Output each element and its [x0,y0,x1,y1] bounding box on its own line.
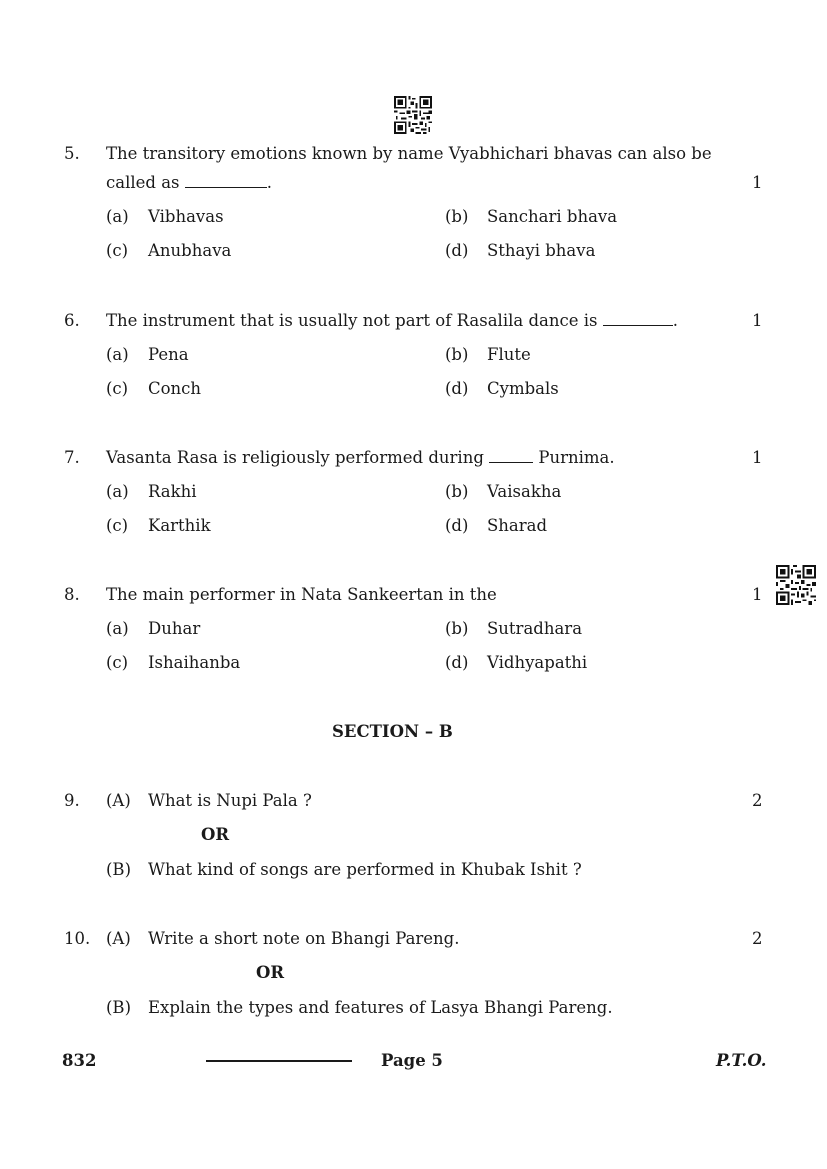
option-text: Vibhavas [148,207,224,226]
option-tag: (a) [106,482,129,501]
question-6-text-pre: The instrument that is usually not part of Rasalila dance is [106,311,598,330]
question-10a-text: Write a short note on Bhangi Pareng. [148,929,460,948]
option-tag: (c) [106,379,129,398]
question-9b-tag: (B) [106,860,131,879]
qr-code-top-icon [394,96,432,134]
question-10a-tag: (A) [106,929,131,948]
question-7-text-post: Purnima. [538,448,615,467]
question-9-number: 9. [64,791,80,810]
option-text: Conch [148,379,202,398]
option-tag: (c) [106,516,129,535]
question-6-marks: 1 [752,311,763,330]
option-text: Sharad [487,516,548,535]
question-9a-tag: (A) [106,791,131,810]
question-8-text: The main performer in Nata Sankeertan in the [106,585,497,604]
question-8-marks: 1 [752,585,763,604]
question-5-text-line2 [106,173,272,192]
option-text: Sutradhara [487,619,583,638]
question-5-text-line1: The transitory emotions known by name Vyabhichari bhavas can also be [106,144,712,163]
question-6-text-post: . [672,311,678,330]
qr-code-side-icon [776,565,816,605]
option-tag: (b) [445,207,469,226]
option-text: Anubhava [148,241,232,260]
option-text: Flute [487,345,531,364]
option-text: Cymbals [487,379,559,398]
question-7-text [106,448,615,467]
paper-code: 832 [62,1051,97,1070]
option-text: Ishaihanba [148,653,241,672]
question-10-or: OR [256,963,285,982]
footer-divider [206,1060,352,1062]
question-5-number: 5. [64,144,80,163]
pto-label: P.T.O. [716,1051,767,1070]
option-text: Vidhyapathi [487,653,588,672]
option-tag: (d) [445,516,469,535]
question-7-marks: 1 [752,448,763,467]
question-9-marks: 2 [752,791,763,810]
question-6-text [106,311,678,330]
option-tag: (c) [106,241,129,260]
option-tag: (d) [445,379,469,398]
answer-blank [603,324,673,326]
option-text: Rakhi [148,482,197,501]
question-10b-tag: (B) [106,998,131,1017]
option-text: Duhar [148,619,201,638]
question-7-number: 7. [64,448,80,467]
option-text: Sthayi bhava [487,241,596,260]
question-5-text-pre: called as [106,173,180,192]
option-text: Vaisakha [487,482,562,501]
option-text: Karthik [148,516,211,535]
option-tag: (a) [106,207,129,226]
option-tag: (b) [445,482,469,501]
question-9a-text: What is Nupi Pala ? [148,791,312,810]
question-5-marks: 1 [752,173,763,192]
option-tag: (d) [445,653,469,672]
question-8-number: 8. [64,585,80,604]
option-text: Sanchari bhava [487,207,618,226]
answer-blank [489,461,533,463]
page-number: Page 5 [381,1051,443,1070]
question-10-marks: 2 [752,929,763,948]
question-9-or: OR [201,825,230,844]
option-tag: (d) [445,241,469,260]
option-tag: (c) [106,653,129,672]
section-heading: SECTION – B [332,722,453,741]
question-7-text-pre: Vasanta Rasa is religiously performed during [106,448,484,467]
question-5-text-post: . [266,173,273,192]
option-tag: (b) [445,345,469,364]
option-tag: (a) [106,345,129,364]
answer-blank [185,186,267,188]
option-tag: (b) [445,619,469,638]
question-10-number: 10. [64,929,91,948]
option-text: Pena [148,345,189,364]
question-10b-text: Explain the types and features of Lasya Bhangi Pareng. [148,998,613,1017]
question-6-number: 6. [64,311,80,330]
option-tag: (a) [106,619,129,638]
question-9b-text: What kind of songs are performed in Khubak Ishit ? [148,860,582,879]
